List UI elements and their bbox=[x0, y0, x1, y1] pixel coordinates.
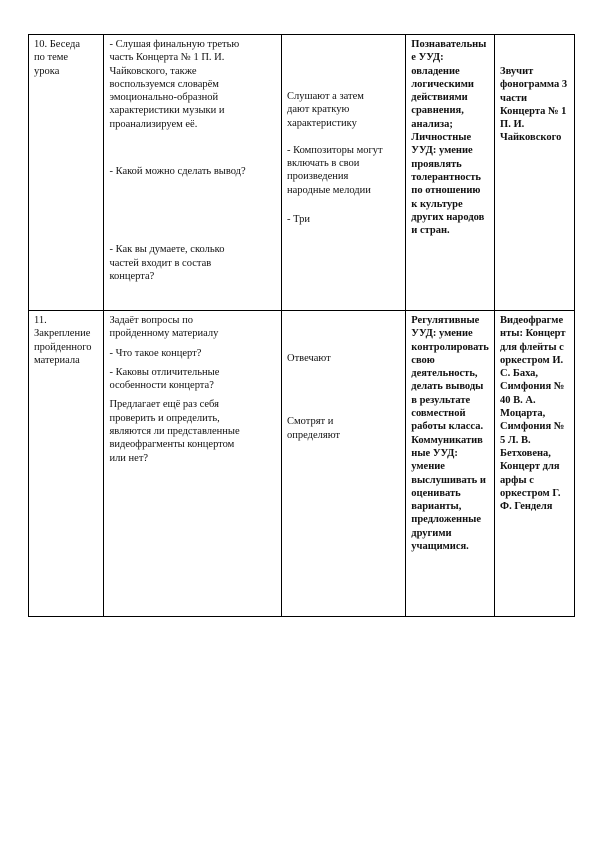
student-activity-cell bbox=[282, 35, 406, 311]
uud-cell bbox=[406, 35, 495, 311]
teacher-text: - Слушая финальную третью часть Концерта № 1 П. И. Чайковского, также воспользуемся словарём эмоционально-образной характеристики музыки и проанализируем её. bbox=[109, 39, 240, 130]
teacher-text: - Как вы думаете, сколько частей входит в состав концерта? bbox=[109, 244, 225, 282]
teacher-text: Задаёт вопросы по пройденному материалу bbox=[109, 315, 219, 340]
student-text: Отвечают bbox=[287, 353, 331, 364]
uud-cell bbox=[406, 311, 495, 617]
resources-text: Звучит фонограмма 3 части Концерта № 1 П. И. Чайковского bbox=[500, 66, 568, 144]
stage-text: 11. Закрепление пройденного материала bbox=[34, 315, 92, 366]
table-row bbox=[29, 311, 575, 617]
student-activity-cell bbox=[282, 311, 406, 617]
table-row bbox=[29, 35, 575, 311]
resources-cell bbox=[495, 311, 575, 617]
teacher-activity-cell bbox=[104, 311, 282, 617]
teacher-text: Предлагает ещё раз себя проверить и определить, являются ли представленные видеофрагменты концертом или нет? bbox=[109, 399, 240, 464]
resources-text: Видеофрагме нты: Концерт для флейты с оркестром И. С. Баха, Симфония № 40 В. А. Моцарта, Симфония № 5 Л. В. Бетховена, Концерт для арфы с оркестром Г. Ф. Генделя bbox=[500, 315, 566, 513]
student-text: Смотрят и определяют bbox=[287, 416, 341, 441]
stage-cell bbox=[29, 35, 104, 311]
student-text: Слушают а затем дают краткую характеристику bbox=[287, 91, 364, 129]
resources-cell bbox=[495, 35, 575, 311]
teacher-text: - Каковы отличительные особенности концерта? bbox=[109, 366, 220, 392]
student-text: - Три bbox=[287, 214, 311, 226]
teacher-text: - Какой можно сделать вывод? bbox=[109, 166, 246, 178]
uud-text: Познавательны е УУД: овладение логическими действиями сравнения, анализа; Личностные УУД: умение проявлять толерантность по отношению к культуре других народов и стран. bbox=[411, 39, 487, 237]
teacher-text: - Что такое концерт? bbox=[109, 347, 202, 359]
uud-text: Регулятивные УУД: умение контролировать свою деятельность, делать выводы в результате совместной работы класса. Коммуникатив ные УУД: умение выслушивать и оценивать варианты, предложенные другими учащимися. bbox=[411, 315, 489, 553]
stage-text: 10. Беседа по теме урока bbox=[34, 39, 81, 77]
stage-cell bbox=[29, 311, 104, 617]
lesson-plan-table bbox=[28, 34, 575, 617]
student-text: - Композиторы могут включать в свои произведения народные мелодии bbox=[287, 144, 383, 196]
teacher-activity-cell bbox=[104, 35, 282, 311]
